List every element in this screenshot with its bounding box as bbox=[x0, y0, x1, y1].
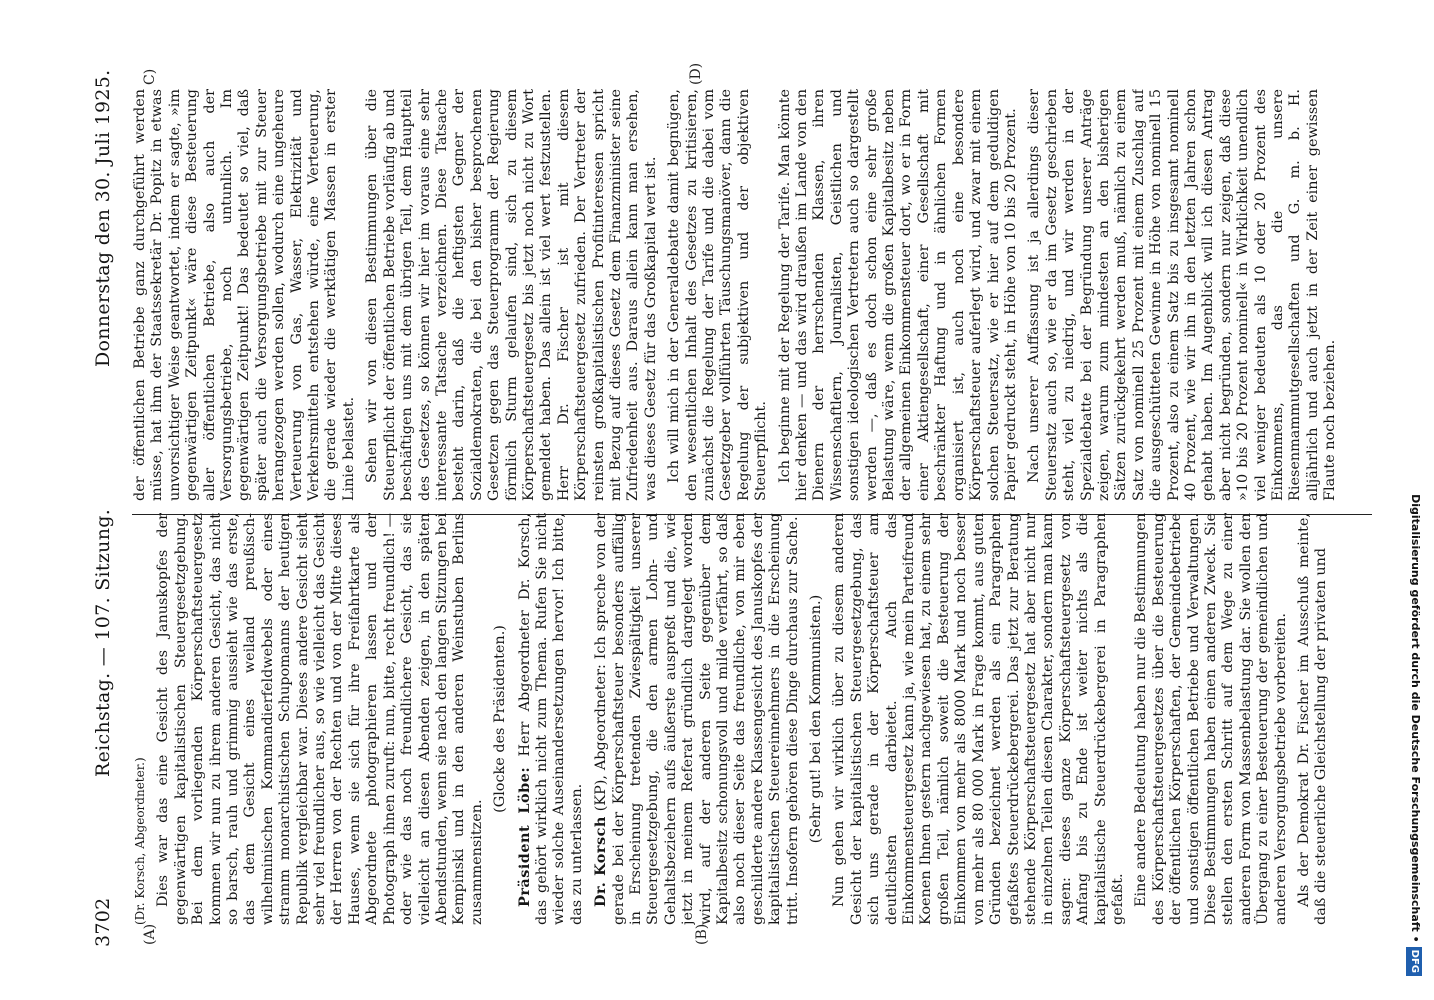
funding-text: Digitalisierung gefördert durch die Deutsche Forschungsgemeinschaft • bbox=[1409, 494, 1422, 943]
paragraph: Ich beginne mit der Regelung der Tarife. Man könnte hier denken — und das wird draußen im Lande von den Dienern der herrschenden Klassen, ihren Wissenschaftlern, Journalisten, Geistlichen und sonstigen ideologischen Vertretern auch so dargestellt werden —, daß es doch schon eine sehr große Belastung wäre, wenn die großen Kapitalbesitz neben der allgemeinen Einkommensteuer dort, wo er in Form einer Aktiengesellschaft, einer Gesellschaft mit beschränkter Haftung und in ähnlichen Formen organisiert ist, auch noch eine besondere Körperschaftsteuer auferlegt wird, und zwar mit einem solchen Steuersatz, wie er hier auf dem geduldigen Papier gedruckt steht, in Höhe von 10 bis 20 Prozent. bbox=[776, 89, 1019, 501]
paragraph: Eine andere Bedeutung haben nur die Bestimmungen des Körperschaftsteuergesetzes über die Besteuerung der öffentlichen Körperschaften, der Gemeindebetriebe und sonstigen öffentlichen Betriebe und Verwaltungen. Diese Bestimmungen haben einen anderen Zweck. Sie stellen den ersten Schritt auf dem Wege zu einer anderen Form von Massenbelastung dar. Sie wollen den Übergang zu einer Besteuerung der gemeindlichen und anderen Versorgungsbetriebe vorbereiten. bbox=[1133, 513, 1289, 925]
rotated-page bbox=[84, 62, 1384, 947]
margin-marker-b: (B) bbox=[694, 923, 710, 945]
paragraph: Ich will mich in der Generaldebatte damit begnügen, den wesentlichen Inhalt des Gesetzes zu kritisieren, zunächst die Regelung der Tarife und die dabei vom Gesetzgeber vollführten Täuschungsmanöver, dann die Regelung der subjektiven und der objektiven Steuerpflicht. bbox=[666, 89, 770, 501]
speaker-name: Präsident Löbe: bbox=[515, 766, 533, 907]
paragraph: Sehen wir von diesen Bestimmungen über die Steuerpflicht der öffentlichen Betriebe vorläufig ab und beschäftigen uns mit dem übrigen Teil, dem Hauptteil des Gesetzes, so können wir hier im voraus eine sehr interessante Tatsache verzeichnen. Diese Tatsache besteht darin, daß die heftigsten Gegner der Sozialdemokraten, die bei den bisher besprochenen Gesetzen gegen das Steuerprogramm der Regierung förmlich Sturm gelaufen sind, sich zu diesem Körperschaftsteuergesetz bis jetzt noch nicht zu Wort gemeldet haben. Das allein ist viel wert festzustellen. Herr Dr. Fischer ist mit diesem Körperschaftsteuergesetz zufrieden. Der Vertreter der reinsten großkapitalistischen Profitinteressen spricht mit Bezug auf dieses Gesetz dem Finanzminister seine Zufriedenheit aus. Daraus allein kann man ersehen, was dieses Gesetz für das Großkapital wert ist. bbox=[364, 89, 659, 501]
paragraph bbox=[592, 513, 802, 925]
margin-marker-d: (D) bbox=[688, 62, 704, 85]
paragraph: Als der Demokrat Dr. Fischer im Ausschuß meinte, daß die steuerliche Gleichstellung der privaten und bbox=[1296, 513, 1330, 925]
page-number: 3702 bbox=[92, 897, 114, 947]
paragraph: der öffentlichen Betriebe ganz durchgeführt werden müsse, hat ihm der Staatssekretär Dr. Popitz in etwas unvorsichtiger Weise geantwortet, indem er sagte, »im gegenwärtigen Zeitpunkt« wäre diese Besteuerung aller öffentlichen Betriebe, also auch der Versorgungsbetriebe, noch untunlich. Im gegenwärtigen Zeitpunkt! Das bedeutet so viel, daß später auch die Versorgungsbetriebe mit zur Steuer herangezogen werden sollen, wodurch eine ungeheure Verteuerung von Gas, Wasser, Elektrizität und Verkehrsmitteln entstehen würde, eine Verteuerung, die gerade wieder die werktätigen Massen in erster Linie belastet. bbox=[132, 89, 357, 501]
funding-sidebar bbox=[1404, 8, 1430, 992]
stage-direction: (Sehr gut! bei den Kommunisten.) bbox=[808, 594, 825, 844]
margin-marker-c: C) bbox=[142, 68, 158, 85]
speech-text: Herr Abgeordneter Dr. Korsch, das gehört wirklich nicht zum Thema. Rufen Sie nicht wieder solche Auseinandersetzungen hervor! Ich bitte, das zu unterlassen. bbox=[516, 513, 585, 925]
speaker-tag: (Dr. Korsch, Abgeordneter.) bbox=[133, 757, 147, 925]
paragraph: Dies war das eine Gesicht des Januskopfes der gegenwärtigen kapitalistischen Steuergesetzgebung. Bei dem vorliegenden Körperschaftsteuergesetz kommen wir nun zu ihrem anderen Gesicht, das nicht so barsch, rauh und grimmig aussieht wie das erste, das dem Gesicht eines weiland preußisch-wilhelminischen Kommandierfeldwebels oder eines stramm monarchistischen Schupomanns der heutigen Republik vergleichbar war. Dieses andere Gesicht sieht sehr viel freundlicher aus, so wie vielleicht das Gesicht der Herren von der Rechten und von der Mitte dieses Hauses, wenn sie sich für ihre Freifahrtkarte als Abgeordnete photographieren lassen und der Photograph ihnen zuruft: nun, bitte, recht freundlich! — oder wie das noch freundlichere Gesicht, das sie vielleicht an diesen Abenden zeigen, in den späten Abendstunden, wenn sie nach den langen Sitzungen bei Kempinski und in den anderen Weinstuben Berlins zusammensitzen. bbox=[155, 513, 485, 925]
paragraph bbox=[516, 513, 587, 925]
right-column bbox=[132, 89, 1384, 501]
sitting-title: Reichstag. — 107. Sitzung. bbox=[92, 508, 114, 777]
sitting-date: Donnerstag den 30. Juli 1925. bbox=[92, 69, 114, 367]
dfg-logo: DFG bbox=[1406, 947, 1422, 976]
paragraph: Nun gehen wir wirklich über zu diesem anderen Gesicht der kapitalistischen Steuergesetzgebung, das sich uns gerade in der Körperschaftsteuer am deutlichsten darbietet. Auch das Einkommensteuergesetz kann ja, wie mein Parteifreund Koenen Ihnen gestern nachgewiesen hat, zu einem sehr großen Teil, nämlich soweit die Besteuerung der Einkommen von mehr als 8000 Mark und noch besser von mehr als 80 000 Mark in Frage kommt, aus guten Gründen bezeichnet werden als ein Paragraphen gefaßtes Steuerdrückebergerei. Das jetzt zur Beratung stehende Körperschaftsteuergesetz hat aber nicht nur in einzelnen Teilen diesen Charakter, sondern man kann sagen: dieses ganze Körperschaftsteuergesetz von Anfang bis zu Ende ist weiter nichts als die kapitalistische Steuerdrückebergerei in Paragraphen gefaßt. bbox=[831, 513, 1126, 925]
speaker-name: Dr. Korsch bbox=[592, 816, 610, 907]
left-column bbox=[132, 513, 1384, 925]
margin-marker-a: (A) bbox=[142, 923, 158, 945]
funding-note bbox=[1402, 8, 1428, 992]
paragraph: Nach unserer Auffassung ist ja allerdings dieser Steuersatz auch so, wie er da im Gesetz geschrieben steht, viel zu niedrig, und wir werden in der Spezialdebatte bei der Begründung unserer Anträge zeigen, warum zum mindesten an den bisherigen Sätzen zurückgekehrt werden muß, nämlich zu einem Satz von nominell 25 Prozent mit einem Zuschlag auf die ausgeschütteten Gewinne in Höhe von nominell 15 Prozent, also zu einem Satz bis zu insgesamt nominell 40 Prozent, wie wir ihn in den letzten Jahren schon gehabt haben. Im Augenblick will ich diesen Antrag aber nicht begründen, sondern nur zeigen, daß diese »10 bis 20 Prozent nominell« in Wirklichkeit unendlich viel weniger bedeuten als 10 oder 20 Prozent des Einkommens, das die unsere Riesenmammutgesellschaften und G. m. b. H. alljährlich und auch jetzt in der Zeit einer gewissen Flaute noch beziehen. bbox=[1026, 89, 1339, 501]
page-header bbox=[84, 67, 130, 947]
stage-direction: (Glocke des Präsidenten.) bbox=[492, 625, 509, 813]
speech-text: (KP), Abgeordneter: Ich spreche von der gerade bei der Körperschaftsteuer besonders auffällig in Erscheinung tretenden Zwiespältigkeit unserer Steuergesetzgebung, die den armen Lohn- und Gehaltsbeziehern aufs äußerste auspreßt und die, wie jetzt in meinem Referat gründlich dargelegt worden wird, auf der anderen Seite gegenüber dem Kapitalbesitz schonungsvoll und milde verfährt, so daß also noch dieser Seite das freundliche, von mir eben geschilderte andere Klassengesicht des Januskopfes der kapitalistischen Steuereinnehmers in die Erscheinung tritt. Insofern gehören diese Dinge durchaus zur Sache. bbox=[593, 513, 801, 925]
